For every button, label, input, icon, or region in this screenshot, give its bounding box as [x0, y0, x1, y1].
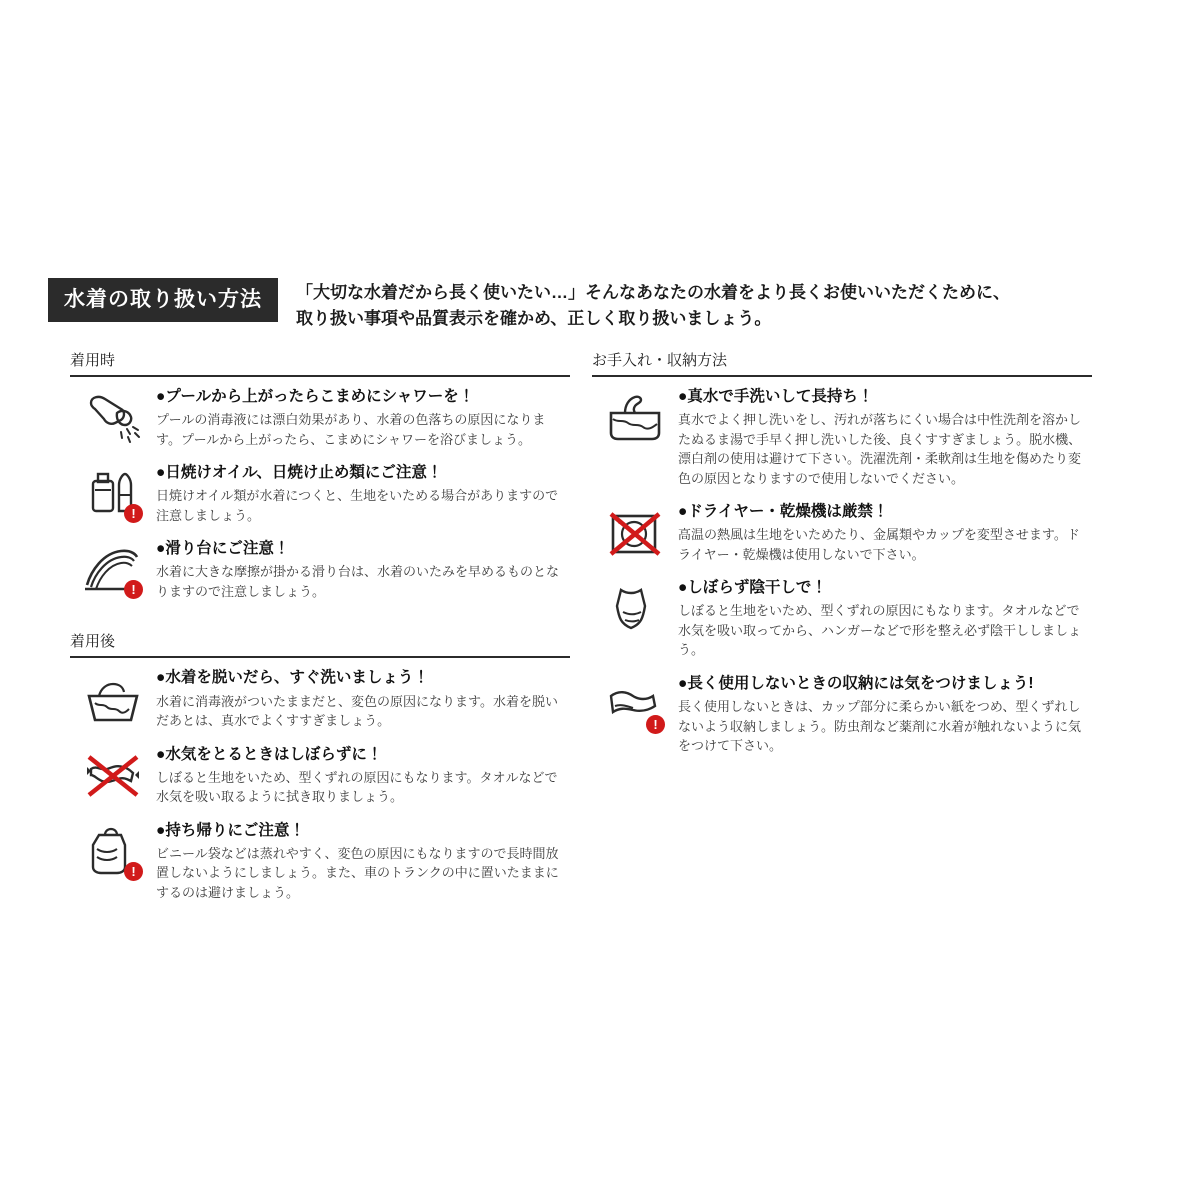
icon-cell	[70, 668, 156, 728]
warning-badge: !	[124, 504, 143, 523]
icon-cell	[70, 387, 156, 447]
item-title: ●持ち帰りにご注意！	[156, 821, 305, 839]
text-cell	[678, 578, 1092, 660]
item-body: 水着に大きな摩擦が掛かる滑り台は、水着のいたみを早めるものとなりますので注意しましょう。	[156, 564, 560, 599]
item-title: ●水気をとるときはしぼらずに！	[156, 745, 383, 763]
list-item	[592, 387, 1092, 488]
item-title: ●しぼらず陰干しで！	[678, 579, 827, 597]
header-lead-line2: 取り扱い事項や品質表示を確かめ、正しく取り扱いましょう。	[296, 309, 772, 329]
header-badge: 水着の取り扱い方法	[48, 278, 278, 322]
list-item	[70, 745, 570, 807]
item-title: ●長く使用しないときの収納には気をつけましょう!	[678, 674, 1034, 692]
icon-cell	[592, 674, 678, 734]
item-body: しぼると生地をいため、型くずれの原因にもなります。タオルなどで水気を吸い取ってから、ハンガーなどで形を整え必ず陰干ししましょう。	[678, 603, 1082, 658]
icon-cell	[70, 539, 156, 599]
hand-wash-basin-icon	[81, 670, 145, 728]
item-body: 日焼けオイル類が水着につくと、生地をいためる場合がありますので注意しましょう。	[156, 488, 559, 523]
item-body: しぼると生地をいため、型くずれの原因にもなります。タオルなどで水気を吸い取るように拭き取りましょう。	[156, 769, 558, 805]
divider	[70, 375, 570, 377]
item-title: ●滑り台にご注意！	[156, 540, 290, 558]
icon-cell	[592, 502, 678, 562]
header	[48, 278, 1116, 333]
item-body: ビニール袋などは蒸れやすく、変色の原因にもなりますので長時間放置しないようにしましょう。また、車のトランクの中に置いたままにするのは避けましょう。	[156, 845, 559, 900]
icon-cell	[70, 463, 156, 523]
item-title: ●真水で手洗いして長持ち！	[678, 388, 874, 405]
icon-cell	[592, 387, 678, 447]
item-title: ●プールから上がったらこまめにシャワーを！	[156, 388, 475, 405]
no-wringing-icon	[81, 747, 145, 805]
text-cell	[156, 463, 570, 525]
storage-swimsuit-icon	[603, 676, 667, 734]
swimsuit-bag-icon	[81, 823, 145, 881]
header-lead-line1: 「大切な水着だから長く使いたい…」そんなあなたの水着をより長くお使いいただくために、	[296, 283, 1010, 302]
item-body: プールの消毒液には漂白効果があり、水着の色落ちの原因になります。プールから上がったら、こまめにシャワーを浴びましょう。	[156, 412, 546, 447]
right-column	[592, 352, 1092, 770]
suntan-oil-icon	[81, 465, 145, 523]
section-title-care-storage: お手入れ・収納方法	[592, 352, 728, 369]
shower-icon	[81, 389, 145, 447]
item-body: 長く使用しないときは、カップ部分に柔らかい紙をつめ、型くずれしないよう収納しましょう。防虫剤など薬剤に水着が触れないように気をつけて下さい。	[678, 699, 1082, 754]
divider	[70, 656, 570, 658]
item-body: 真水でよく押し洗いをし、汚れが落ちにくい場合は中性洗剤を溶かしたぬるま湯で手早く押し洗いした後、良くすすぎましょう。脱水機、漂白剤の使用は避けて下さい。洗濯洗剤・柔軟剤は生地を傷めたり変色の原因となりますので使用しないでください。	[678, 412, 1082, 486]
list-item	[592, 502, 1092, 564]
text-cell	[156, 745, 570, 807]
item-body: 高温の熱風は生地をいためたり、金属類やカップを変型させます。ドライヤー・乾燥機は使用しないで下さい。	[678, 527, 1080, 562]
warning-badge: !	[124, 862, 143, 881]
list-item	[70, 668, 570, 730]
text-cell	[678, 502, 1092, 564]
list-item	[592, 674, 1092, 756]
item-title: ●ドライヤー・乾燥機は厳禁！	[678, 503, 889, 521]
item-title: ●水着を脱いだら、すぐ洗いましょう！	[156, 669, 429, 687]
section-title-after-wearing: 着用後	[70, 633, 116, 651]
text-cell	[156, 668, 570, 730]
icon-cell	[70, 821, 156, 881]
list-item	[592, 578, 1092, 660]
text-cell	[678, 387, 1092, 488]
section-title-wearing: 着用時	[70, 352, 116, 369]
water-slide-icon	[81, 541, 145, 599]
no-tumble-dry-icon	[603, 504, 667, 562]
list-item	[70, 821, 570, 903]
item-title: ●日焼けオイル、日焼け止め類にご注意！	[156, 464, 443, 482]
warning-badge: !	[124, 580, 143, 599]
shade-dry-icon	[603, 580, 667, 638]
warning-badge: !	[646, 715, 665, 734]
hand-wash-icon	[603, 389, 667, 447]
list-item	[70, 463, 570, 525]
divider	[592, 375, 1092, 377]
text-cell	[156, 821, 570, 903]
icon-cell	[70, 745, 156, 805]
header-lead-text	[296, 278, 1010, 333]
text-cell	[678, 674, 1092, 756]
left-column	[70, 352, 570, 916]
text-cell	[156, 539, 570, 601]
list-item	[70, 539, 570, 601]
list-item	[70, 387, 570, 449]
text-cell	[156, 387, 570, 449]
item-body: 水着に消毒液がついたままだと、変色の原因になります。水着を脱いだあとは、真水でよくすすぎましょう。	[156, 693, 558, 729]
icon-cell	[592, 578, 678, 638]
